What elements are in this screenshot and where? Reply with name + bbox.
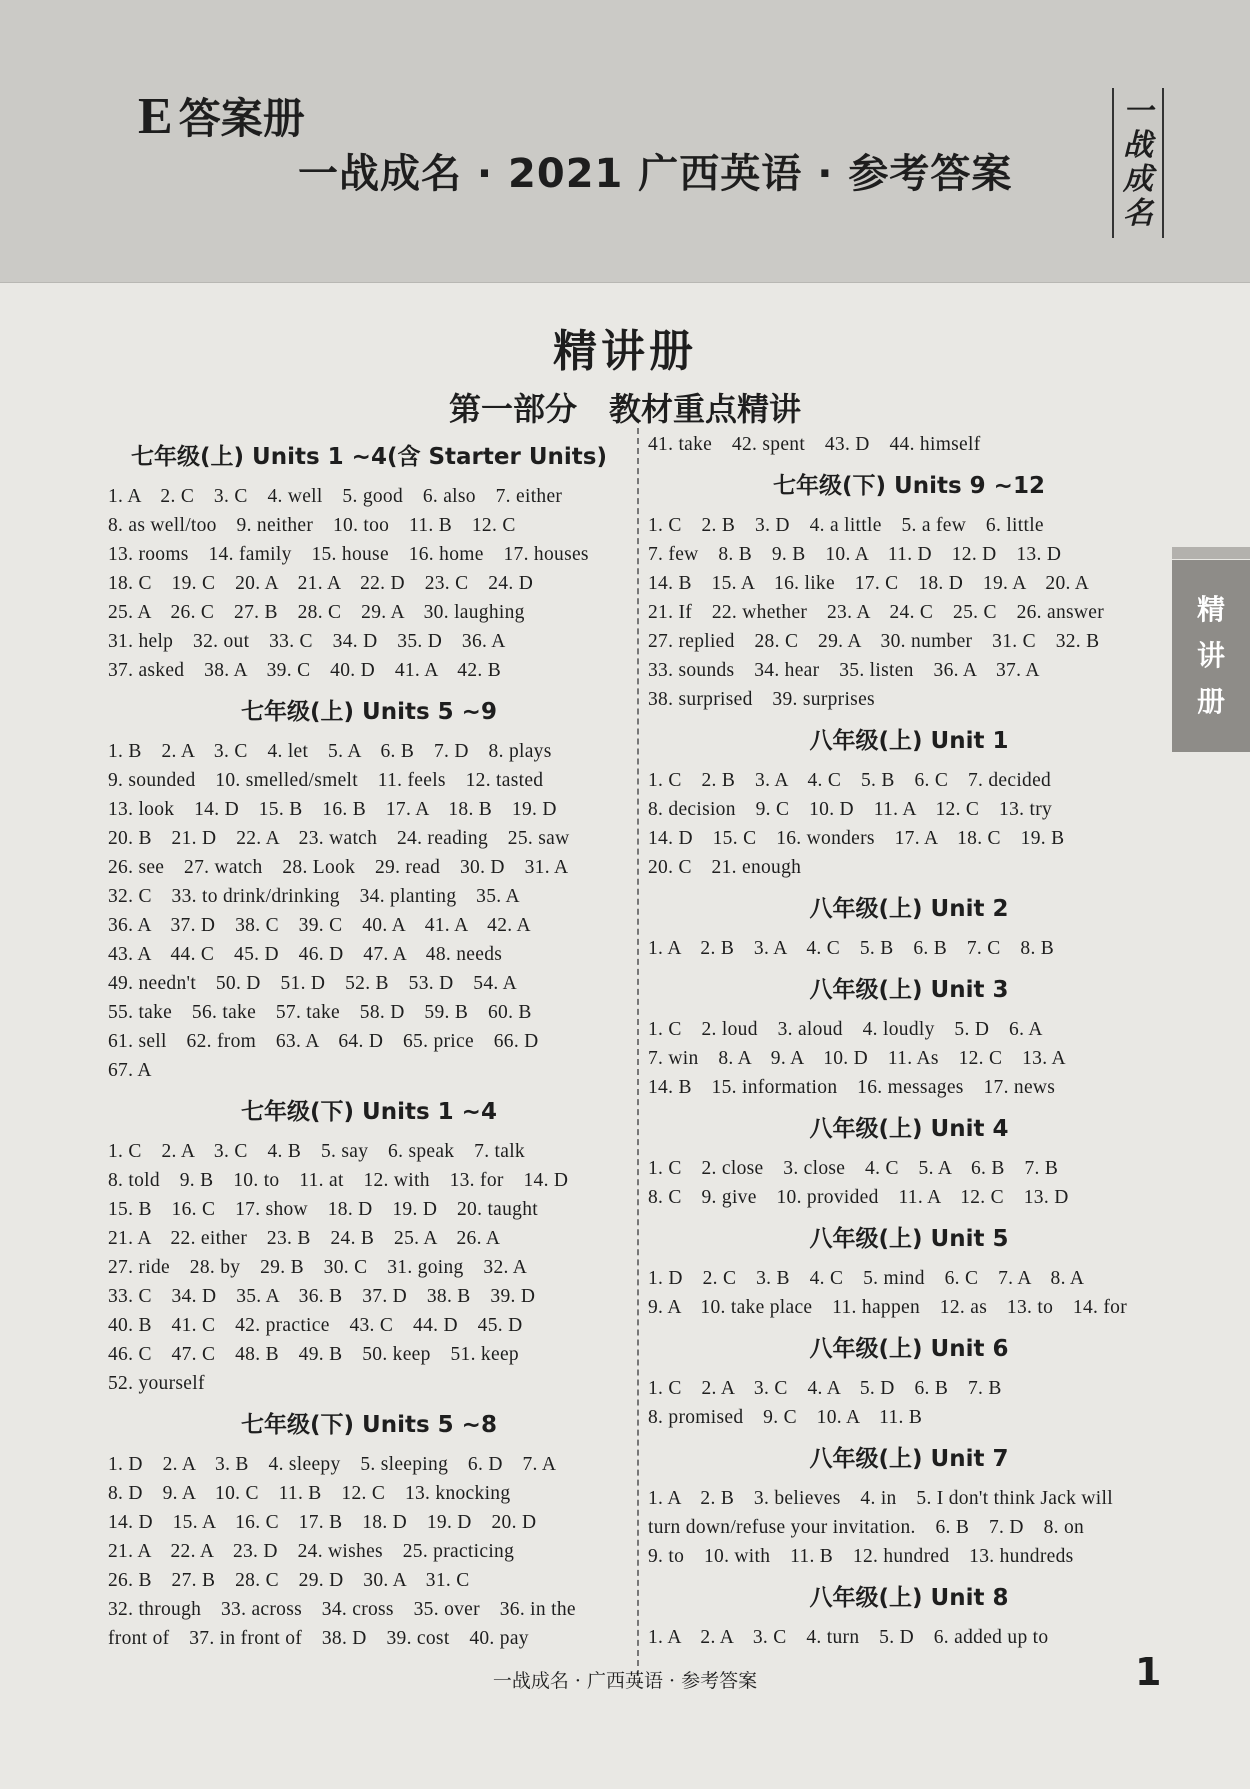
answer-line: 32. through 33. across 34. cross 35. over 36. in the	[108, 1599, 576, 1620]
answer-line: 7. few 8. B 9. B 10. A 11. D 12. D 13. D	[648, 544, 1062, 565]
answer-line: 36. A 37. D 38. C 39. C 40. A 41. A 42. A	[108, 915, 531, 936]
answer-line: 14. B 15. information 16. messages 17. news	[648, 1077, 1056, 1098]
answer-line: 25. A 26. C 27. B 28. C 29. A 30. laughing	[108, 602, 525, 623]
answer-line: 1. C 2. loud 3. aloud 4. loudly 5. D 6. A	[648, 1019, 1043, 1040]
side-tab	[1172, 560, 1250, 752]
unit-heading: 七年级(下) Units 5 ~8	[241, 1412, 497, 1438]
side-tab-char: 册	[1196, 685, 1225, 718]
unit-heading: 七年级(上) Units 5 ~9	[241, 699, 497, 725]
answer-line: turn down/refuse your invitation. 6. B 7. D 8. on	[648, 1517, 1085, 1538]
header-banner	[0, 0, 1250, 283]
answer-line: 20. B 21. D 22. A 23. watch 24. reading 25. saw	[108, 828, 570, 849]
answer-line: 1. A 2. B 3. A 4. C 5. B 6. B 7. C 8. B	[648, 938, 1055, 959]
answer-line: 26. see 27. watch 28. Look 29. read 30. D 31. A	[108, 857, 569, 878]
stamp-char: 成	[1123, 162, 1153, 197]
left-column	[108, 430, 630, 1653]
unit-heading: 八年级(上) Unit 2	[809, 896, 1009, 922]
answer-line: 1. C 2. A 3. C 4. B 5. say 6. speak 7. talk	[108, 1141, 525, 1162]
answer-line: 21. A 22. A 23. D 24. wishes 25. practicing	[108, 1541, 515, 1562]
answer-line: 26. B 27. B 28. C 29. D 30. A 31. C	[108, 1570, 470, 1591]
unit-heading: 八年级(上) Unit 8	[809, 1585, 1009, 1611]
answer-line: 20. C 21. enough	[648, 857, 802, 878]
answer-line: 15. B 16. C 17. show 18. D 19. D 20. taught	[108, 1199, 538, 1220]
answer-line: 1. A 2. A 3. C 4. turn 5. D 6. added up to	[648, 1627, 1049, 1648]
answer-line: 46. C 47. C 48. B 49. B 50. keep 51. keep	[108, 1344, 519, 1365]
answer-line: 43. A 44. C 45. D 46. D 47. A 48. needs	[108, 944, 503, 965]
answer-line: 27. replied 28. C 29. A 30. number 31. C 32. B	[648, 631, 1100, 652]
answer-line: 38. surprised 39. surprises	[648, 689, 875, 710]
answer-line-continuation: 41. take 42. spent 43. D 44. himself	[648, 434, 981, 455]
page-number: 1	[1135, 1650, 1162, 1694]
answer-line: 37. asked 38. A 39. C 40. D 41. A 42. B	[108, 660, 502, 681]
answer-line: 9. to 10. with 11. B 12. hundred 13. hundreds	[648, 1546, 1074, 1567]
unit-heading: 八年级(上) Unit 1	[809, 728, 1009, 754]
answer-line: 31. help 32. out 33. C 34. D 35. D 36. A	[108, 631, 506, 652]
answer-line: 14. D 15. C 16. wonders 17. A 18. C 19. B	[648, 828, 1065, 849]
unit-heading: 七年级(上) Units 1 ~4(含 Starter Units)	[131, 444, 607, 470]
answer-line: 1. B 2. A 3. C 4. let 5. A 6. B 7. D 8. plays	[108, 741, 552, 762]
answer-line: 52. yourself	[108, 1373, 205, 1394]
stamp-char: 一	[1123, 94, 1153, 129]
unit-heading: 八年级(上) Unit 4	[809, 1116, 1009, 1142]
unit-heading: 八年级(上) Unit 7	[809, 1446, 1009, 1472]
side-tab-cap	[1172, 547, 1250, 559]
brand-stamp	[1112, 88, 1164, 238]
answer-line: 9. A 10. take place 11. happen 12. as 13. to 14. for	[648, 1297, 1128, 1318]
answer-line: 8. decision 9. C 10. D 11. A 12. C 13. try	[648, 799, 1053, 820]
answer-line: 21. If 22. whether 23. A 24. C 25. C 26. answer	[648, 602, 1105, 623]
answer-line: 33. C 34. D 35. A 36. B 37. D 38. B 39. D	[108, 1286, 536, 1307]
main-title: 一战成名 · 2021 广西英语 · 参考答案	[298, 151, 1013, 197]
answer-line: 1. A 2. C 3. C 4. well 5. good 6. also 7. either	[108, 486, 563, 507]
answer-line: 14. D 15. A 16. C 17. B 18. D 19. D 20. D	[108, 1512, 537, 1533]
answer-line: 8. promised 9. C 10. A 11. B	[648, 1407, 923, 1428]
unit-heading: 七年级(下) Units 1 ~4	[241, 1099, 497, 1125]
answer-line: 21. A 22. either 23. B 24. B 25. A 26. A	[108, 1228, 501, 1249]
answer-line: 13. look 14. D 15. B 16. B 17. A 18. B 19. D	[108, 799, 557, 820]
part-title: 第一部分 教材重点精讲	[448, 390, 801, 428]
answer-line: 8. as well/too 9. neither 10. too 11. B 12. C	[108, 515, 516, 536]
answer-line: 1. D 2. A 3. B 4. sleepy 5. sleeping 6. D 7. A	[108, 1454, 557, 1475]
column-divider	[637, 428, 639, 1686]
side-tab-char: 讲	[1196, 639, 1225, 672]
answer-line: 1. C 2. A 3. C 4. A 5. D 6. B 7. B	[648, 1378, 1002, 1399]
answer-line: 33. sounds 34. hear 35. listen 36. A 37. A	[648, 660, 1040, 681]
answer-line: 9. sounded 10. smelled/smelt 11. feels 12. tasted	[108, 770, 544, 791]
answer-line: 14. B 15. A 16. like 17. C 18. D 19. A 20. A	[648, 573, 1090, 594]
right-column	[648, 430, 1170, 1652]
book-name: 答案册	[178, 97, 305, 143]
answer-line: 1. C 2. close 3. close 4. C 5. A 6. B 7. B	[648, 1158, 1059, 1179]
answer-line: 8. told 9. B 10. to 11. at 12. with 13. for 14. D	[108, 1170, 569, 1191]
answer-line: 61. sell 62. from 63. A 64. D 65. price 66. D	[108, 1031, 539, 1052]
answer-line: 49. needn't 50. D 51. D 52. B 53. D 54. A	[108, 973, 518, 994]
unit-heading: 八年级(上) Unit 3	[809, 977, 1009, 1003]
side-tab-char: 精	[1196, 593, 1225, 626]
footer: 一战成名 · 广西英语 · 参考答案	[492, 1670, 758, 1692]
book-letter: E	[138, 88, 173, 145]
unit-heading: 七年级(下) Units 9 ~12	[773, 473, 1045, 499]
answer-line: 7. win 8. A 9. A 10. D 11. As 12. C 13. A	[648, 1048, 1066, 1069]
answer-line: 8. D 9. A 10. C 11. B 12. C 13. knocking	[108, 1483, 511, 1504]
stamp-char: 名	[1123, 196, 1153, 231]
unit-heading: 八年级(上) Unit 5	[809, 1226, 1009, 1252]
answer-line: 13. rooms 14. family 15. house 16. home 17. houses	[108, 544, 589, 565]
answer-line: 1. A 2. B 3. believes 4. in 5. I don't think Jack will	[648, 1488, 1113, 1509]
answer-line: 1. D 2. C 3. B 4. C 5. mind 6. C 7. A 8. A	[648, 1268, 1085, 1289]
answer-line: front of 37. in front of 38. D 39. cost 40. pay	[108, 1628, 529, 1649]
answer-line: 67. A	[108, 1060, 152, 1081]
answer-line: 27. ride 28. by 29. B 30. C 31. going 32. A	[108, 1257, 528, 1278]
section-title: 精讲册	[553, 326, 697, 377]
answer-line: 1. C 2. B 3. A 4. C 5. B 6. C 7. decided	[648, 770, 1052, 791]
answer-line: 40. B 41. C 42. practice 43. C 44. D 45. D	[108, 1315, 523, 1336]
answer-line: 18. C 19. C 20. A 21. A 22. D 23. C 24. D	[108, 573, 534, 594]
answer-line: 32. C 33. to drink/drinking 34. planting 35. A	[108, 886, 520, 907]
stamp-char: 战	[1123, 128, 1153, 163]
unit-heading: 八年级(上) Unit 6	[809, 1336, 1009, 1362]
answer-line: 55. take 56. take 57. take 58. D 59. B 60. B	[108, 1002, 532, 1023]
answer-line: 8. C 9. give 10. provided 11. A 12. C 13. D	[648, 1187, 1069, 1208]
answer-line: 1. C 2. B 3. D 4. a little 5. a few 6. little	[648, 515, 1044, 536]
book-label	[138, 86, 305, 146]
